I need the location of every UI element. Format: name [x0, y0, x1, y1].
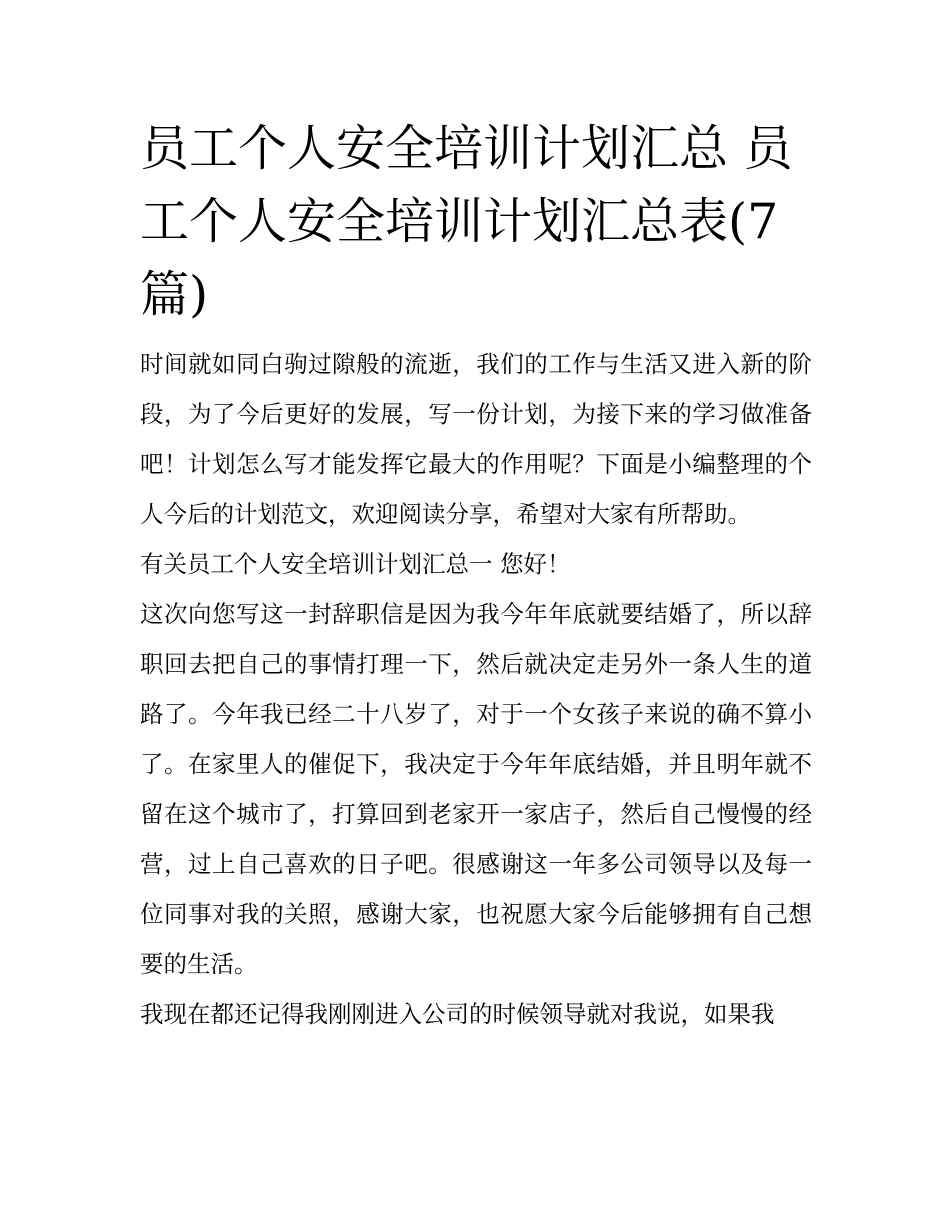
- body-paragraph: 这次向您写这一封辞职信是因为我今年年底就要结婚了，所以辞职回去把自己的事情打理一下，然后就决定走另外一条人生的道路了。今年我已经二十八岁了，对于一个女孩子来说的确不算小了。在家里人的催促下，我决定于今年年底结婚，并且明年就不留在这个城市了，打算回到老家开一家店子，然后自己慢慢的经营，过上自己喜欢的日子吧。很感谢这一年多公司领导以及每一位同事对我的关照，感谢大家，也祝愿大家今后能够拥有自己想要的生活。: [140, 600, 812, 978]
- intro-paragraph: 时间就如同白驹过隙般的流逝，我们的工作与生活又进入新的阶段，为了今后更好的发展，写一份计划，为接下来的学习做准备吧！计划怎么写才能发挥它最大的作用呢？下面是小编整理的个人今后的计划范文，欢迎阅读分享，希望对大家有所帮助。: [140, 350, 812, 528]
- section-heading-paragraph: 有关员工个人安全培训计划汇总一 您好！: [140, 550, 571, 578]
- document-body: [140, 112, 812, 1039]
- document-title: 员工个人安全培训计划汇总 员工个人安全培训计划汇总表(7篇): [140, 120, 793, 323]
- body-paragraph-continued: 我现在都还记得我刚刚进入公司的时候领导就对我说，如果我: [140, 1000, 775, 1028]
